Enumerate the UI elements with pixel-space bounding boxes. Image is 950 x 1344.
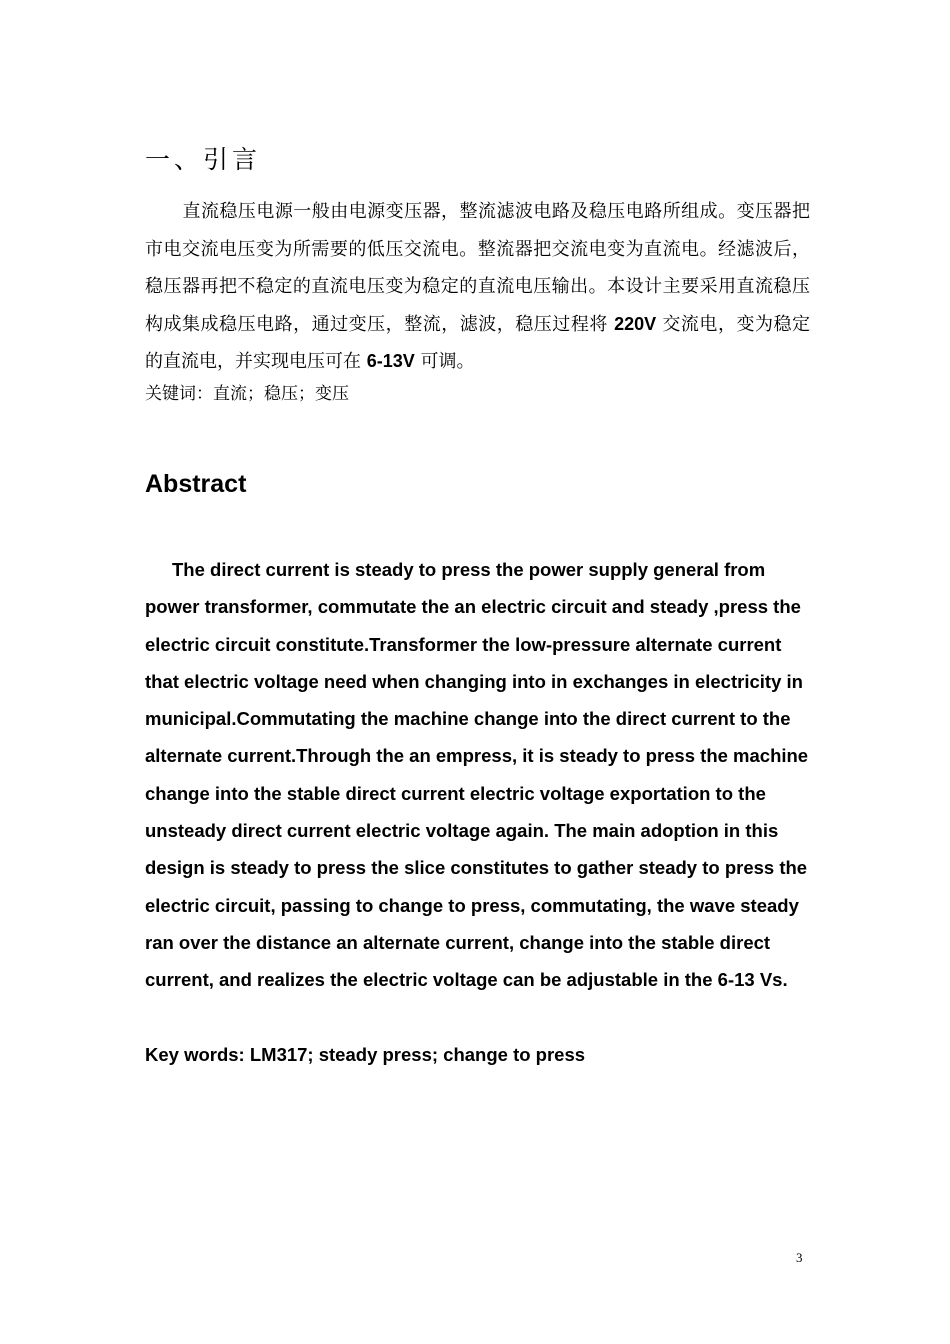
english-keywords: Key words: LM317; steady press; change to press [145,1044,586,1065]
voltage-input-value: 220V [614,313,657,334]
chinese-keywords: 关键词：直流；稳压；变压 [145,384,349,404]
section-title-introduction: 一、引言 [145,145,262,174]
introduction-text-part1: 直流稳压电源一般由电源变压器，整流滤波电路及稳压电路所组成。变压器把市电交流电压变为所需要的低压交流电。整流器把交流电变为直流电。经滤波后，稳压器再把不稳定的直流电压变为稳定的直流电压输出。本设计主要采用直流稳压构成集成稳压电路，通过变压，整流，滤波，稳压过程将 [145,201,810,335]
abstract-text: The direct current is steady to press the power supply general from power transformer, commutate the an electric circuit and steady ,press the electric circuit constitute.Transformer the low-pressure alternate current that electric voltage need when changing into in exchanges in electricity in municipal.Commutating the machine change into the direct current to the alternate current.Through the an empress, it is steady to press the machine change into the stable direct current electric voltage exportation to the unsteady direct current electric voltage again. The main adoption in this design is steady to press the slice constitutes to gather steady to press the electric circuit, passing to change to press, commutating, the wave steady ran over the distance an alternate current, change into the stable direct current, and realizes the electric voltage can be adjustable in the 6-13 Vs. [145,559,809,991]
introduction-text-part2: 交流电，变为稳定的直流电，并实现电压可在 [145,313,811,372]
introduction-text-part3: 可调。 [420,351,475,372]
voltage-range-value: 6-13V [366,351,415,371]
section-title-abstract: Abstract [145,470,247,498]
introduction-paragraph [145,193,810,381]
abstract-paragraph [145,551,817,999]
page-number: 3 [796,1250,803,1265]
